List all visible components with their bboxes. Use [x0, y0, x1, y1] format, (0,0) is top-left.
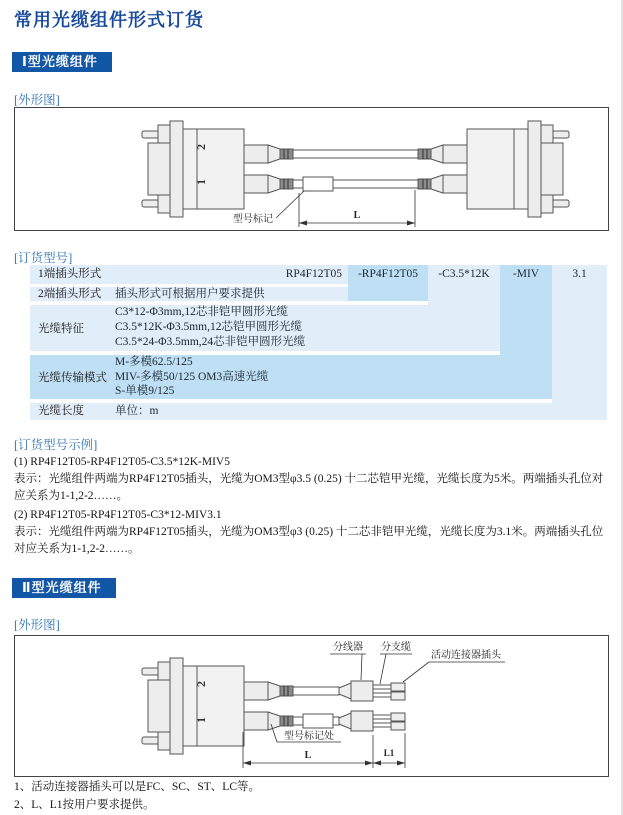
footnote-2: 2、L、L1按用户要求提供。	[14, 798, 155, 811]
type1-outline-drawing	[14, 107, 609, 231]
page-title: 常用光缆组件形式订货	[14, 10, 204, 30]
left-connector	[142, 658, 293, 754]
connector-pin2-number: 2	[194, 681, 208, 687]
row4-line2: MIV-多模50/125 OM3高速光缆	[115, 370, 269, 383]
right-connector	[418, 121, 569, 217]
left-connector	[142, 121, 293, 217]
row3-label: 光缆特征	[38, 323, 84, 335]
row2-label: 2端插头形式	[38, 288, 102, 300]
example2-desc: 表示：光缆组件两端为RP4F12T05插头，光缆为OM3型φ3 (0.25) 十二芯非铠甲光缆，光缆长度为3.1米。两端插头孔位对应关系为1-1,2-2……。	[14, 526, 604, 555]
model-mark-label: 型号标记	[233, 214, 273, 225]
connector-pin2-number: 2	[194, 144, 208, 150]
code-part-2: -C3.5*12K	[438, 268, 490, 280]
dimension-l-label: L	[304, 750, 312, 761]
row4-label: 光缆传输模式	[38, 372, 107, 384]
type2-outline-drawing	[14, 635, 609, 777]
ordering-examples	[14, 452, 611, 558]
section2-header: Ⅱ型光缆组件	[12, 578, 116, 598]
code-part-1: -RP4F12T05	[357, 268, 419, 280]
code-column-mode	[500, 265, 552, 399]
section1-header: Ⅰ型光缆组件	[12, 52, 112, 72]
callout-leaders	[271, 654, 505, 742]
section2-outline-label: [外形图]	[14, 618, 60, 632]
type2-drawing-svg	[15, 636, 608, 776]
dimension-l	[299, 190, 415, 227]
upper-branch-assembly	[293, 681, 405, 701]
model-mark-patch	[303, 177, 333, 191]
lower-branch-assembly	[293, 711, 405, 731]
row5-label: 光缆长度	[38, 405, 84, 417]
footnote-1: 1、活动连接器插头可以是FC、SC、ST、LC等。	[14, 781, 260, 793]
example2-code: (2) RP4F12T05-RP4F12T05-C3*12-MIV3.1	[14, 509, 222, 521]
row3-line3: C3.5*24-Φ3.5mm,24芯非铠甲圆形光缆	[115, 336, 306, 348]
row3-line1: C3*12-Φ3mm,12芯非铠甲圆形光缆	[115, 306, 288, 318]
code-part-0: RP4F12T05	[285, 268, 342, 280]
branch-cable-label: 分支缆	[381, 642, 411, 653]
mark-leader-line	[276, 191, 304, 218]
section1-order-label: [订货型号]	[14, 251, 73, 265]
example1-code: (1) RP4F12T05-RP4F12T05-C3.5*12K-MIV5	[14, 456, 230, 468]
connector-pin1-number: 1	[194, 717, 208, 723]
dimension-l-label: L	[353, 210, 361, 221]
row4-line1: M-多模62.5/125	[115, 356, 193, 368]
model-mark-label: 型号标记处	[284, 731, 334, 742]
footnotes	[14, 779, 260, 814]
row5-content: 单位：m	[115, 405, 159, 417]
row4-line3: S-单模9/125	[115, 385, 175, 398]
row1-label: 1端插头形式	[38, 268, 102, 280]
ordering-table	[30, 265, 607, 420]
row2-content: 插头形式可根据用户要求提供	[115, 288, 265, 300]
code-column-length	[552, 265, 607, 420]
section1-example-label: [订货型号示例]	[14, 438, 98, 452]
upper-cable	[293, 150, 418, 158]
code-part-3: -MIV	[512, 268, 540, 280]
dimension-l1-label: L1	[383, 748, 395, 758]
code-part-4: 3.1	[572, 268, 587, 280]
movable-connector-label: 活动连接器插头	[431, 650, 501, 661]
splitter-label: 分线器	[333, 642, 363, 653]
type1-drawing-svg	[15, 108, 608, 230]
row3-line2: C3.5*12K-Φ3.5mm,12芯铠甲圆形光缆	[115, 321, 302, 333]
example1-desc: 表示：光缆组件两端为RP4F12T05插头，光缆为OM3型φ3.5 (0.25) 十二芯铠甲光缆，光缆长度为5米。两端插头孔位对应关系为1-1,2-2……。	[14, 473, 604, 502]
connector-pin1-number: 1	[194, 179, 208, 185]
section1-outline-label: [外形图]	[14, 93, 60, 107]
